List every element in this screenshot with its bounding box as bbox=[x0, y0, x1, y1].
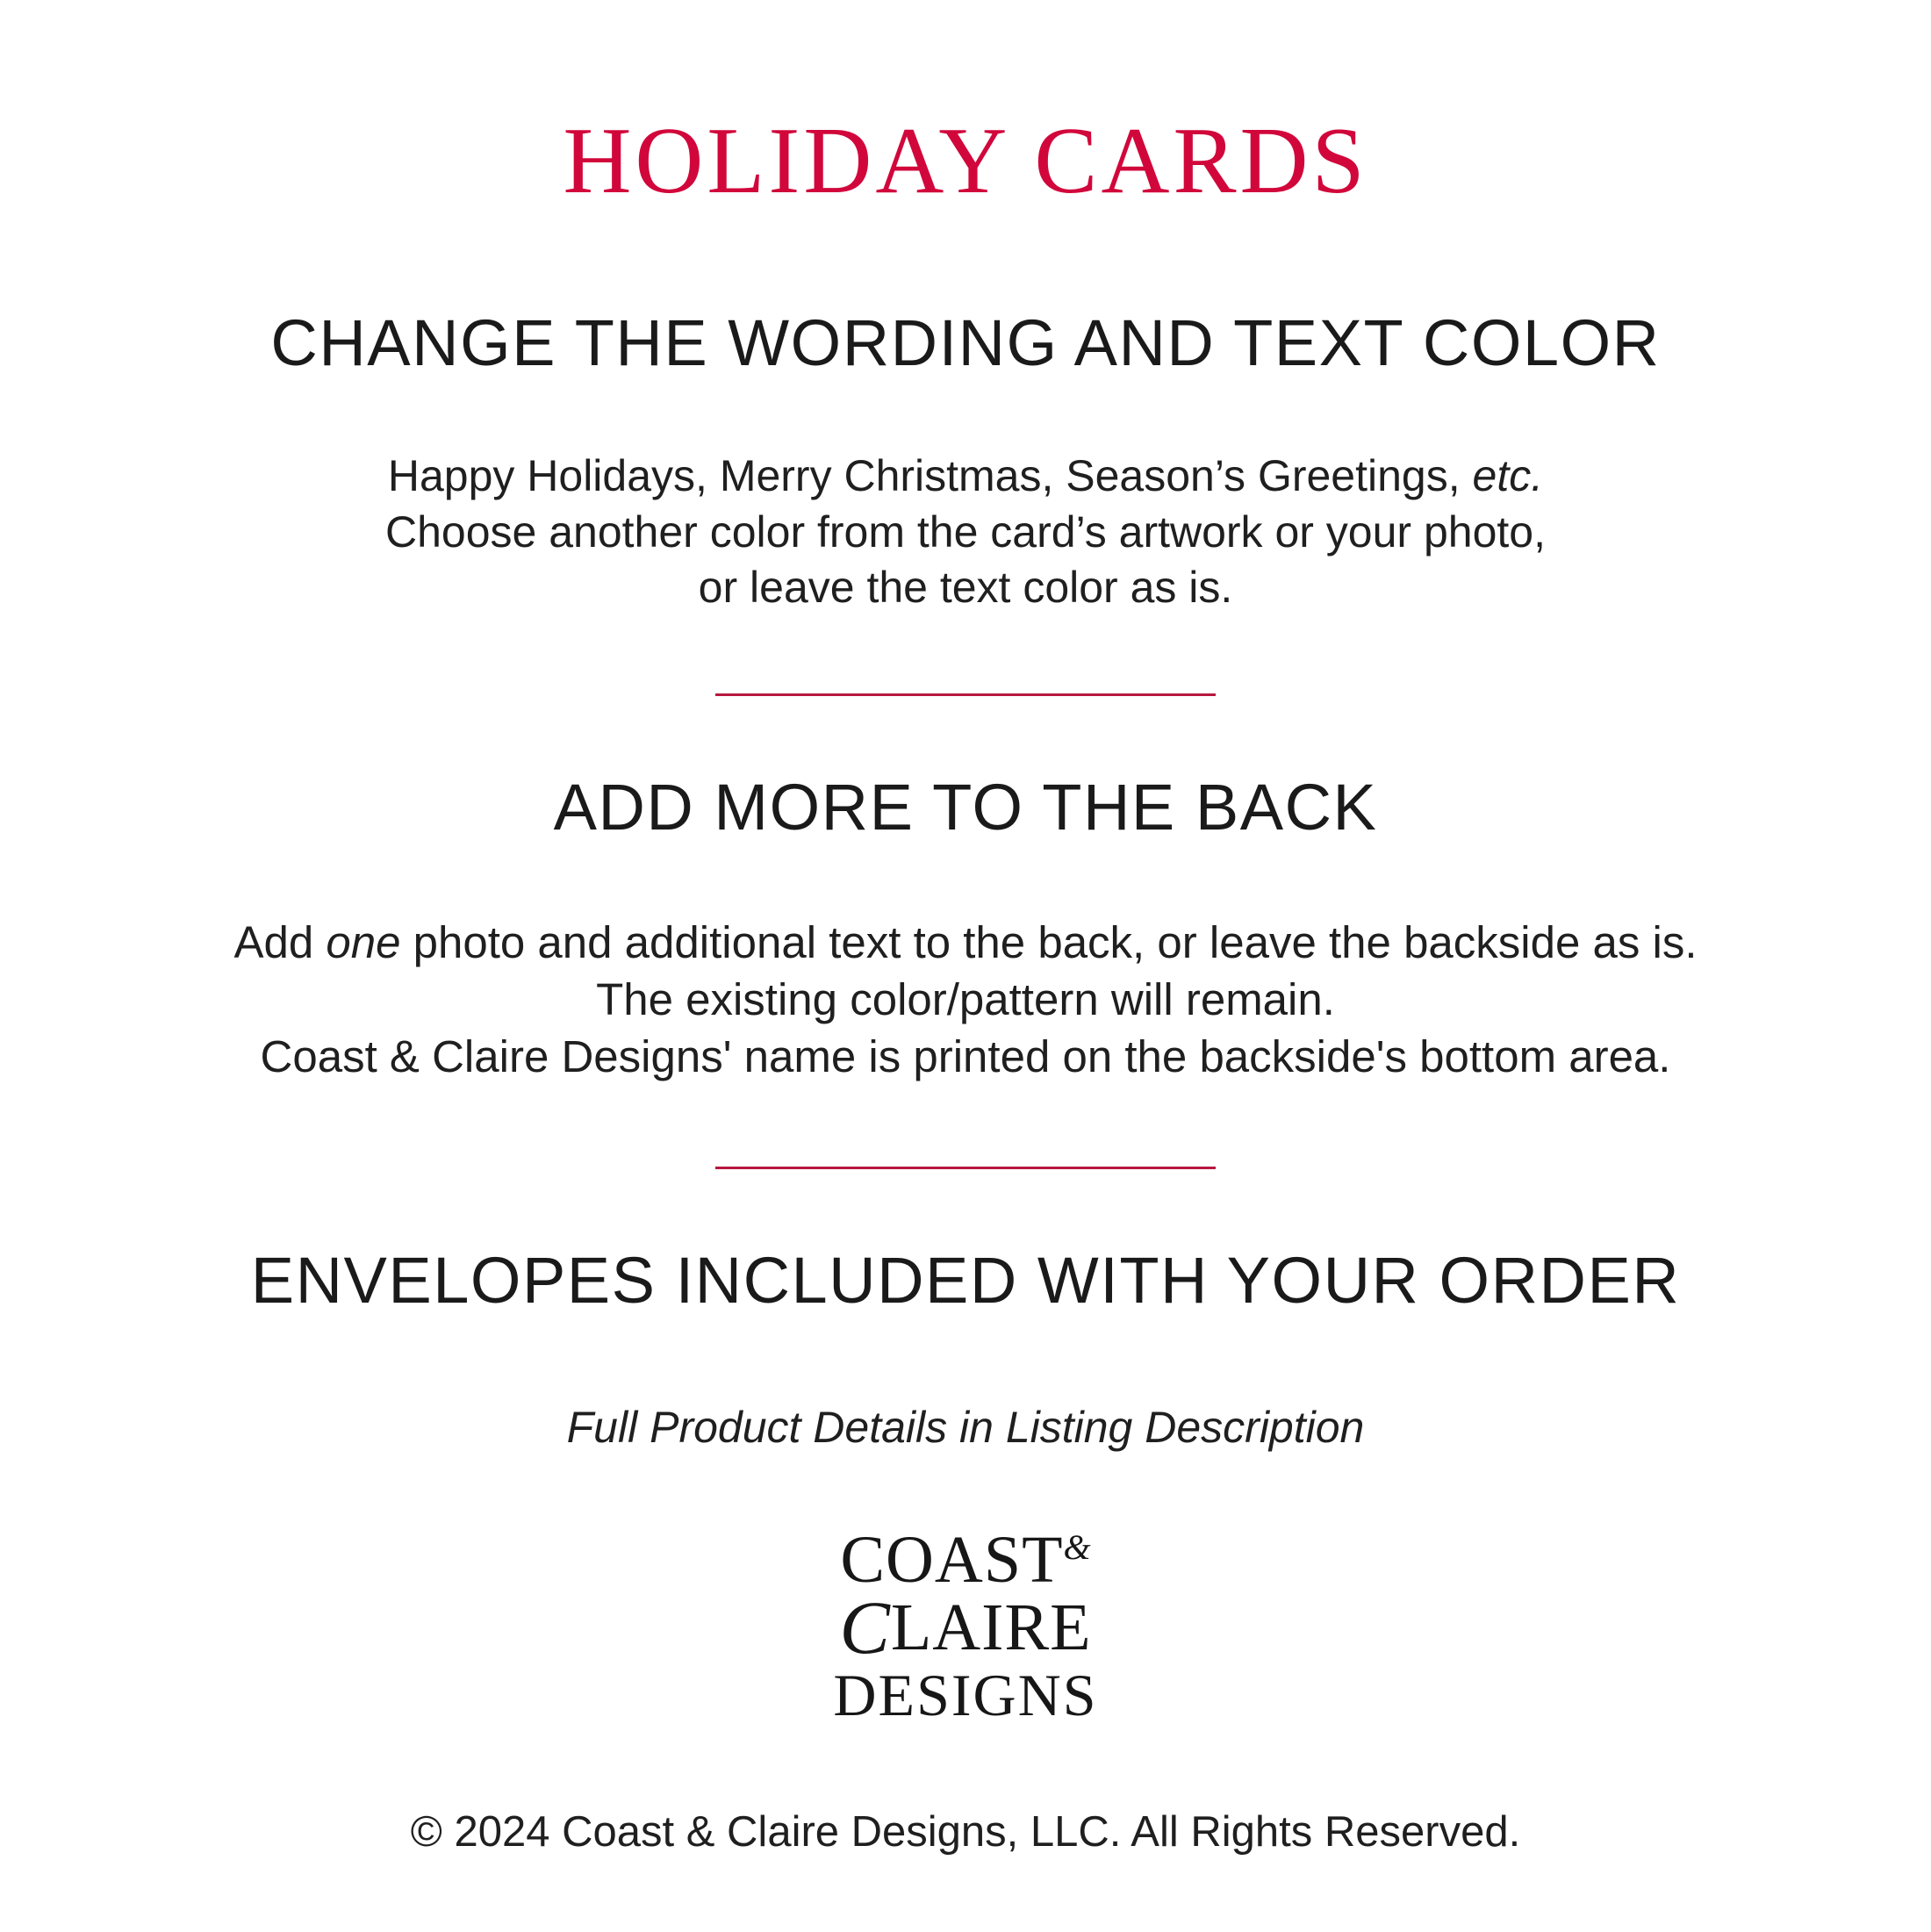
body-line: The existing color/pattern will remain. bbox=[596, 974, 1335, 1025]
page-title: HOLIDAY CARDS bbox=[563, 109, 1368, 213]
section-body-change-wording bbox=[385, 449, 1546, 616]
section-heading-add-to-back: ADD MORE TO THE BACK bbox=[553, 770, 1378, 844]
divider bbox=[715, 693, 1216, 696]
body-line: Choose another color from the card’s artwork or your photo, bbox=[385, 506, 1546, 557]
section-heading-change-wording: CHANGE THE WORDING AND TEXT COLOR bbox=[270, 306, 1661, 379]
body-line: Happy Holidays, Merry Christmas, Season’s Greetings, etc. bbox=[387, 451, 1544, 501]
body-line: Add one photo and additional text to the back, or leave the backside as is. bbox=[233, 917, 1698, 968]
body-line-italic: etc. bbox=[1472, 451, 1544, 501]
body-line: or leave the text color as is. bbox=[698, 563, 1233, 613]
body-line: Coast & Claire Designs' name is printed on the backside's bottom area. bbox=[260, 1031, 1671, 1081]
body-line-italic: one bbox=[326, 917, 401, 968]
tagline: Full Product Details in Listing Description bbox=[566, 1402, 1365, 1452]
logo-swash-c: C bbox=[839, 1584, 891, 1670]
logo-line-3: DESIGNS bbox=[833, 1661, 1098, 1728]
brand-logo bbox=[808, 1522, 1123, 1728]
divider bbox=[715, 1167, 1216, 1169]
logo-line-1 bbox=[840, 1522, 1091, 1597]
copyright-notice: © 2024 Coast & Claire Designs, LLC. All Rights Reserved. bbox=[410, 1807, 1521, 1856]
logo-word-coast: COAST bbox=[840, 1522, 1064, 1597]
logo-line-2 bbox=[808, 1584, 1123, 1670]
section-body-add-to-back bbox=[233, 915, 1697, 1085]
section-heading-envelopes: ENVELOPES INCLUDED WITH YOUR ORDER bbox=[250, 1243, 1681, 1317]
logo-word-laire: LAIRE bbox=[890, 1590, 1092, 1664]
logo-ampersand: & bbox=[1063, 1526, 1091, 1567]
